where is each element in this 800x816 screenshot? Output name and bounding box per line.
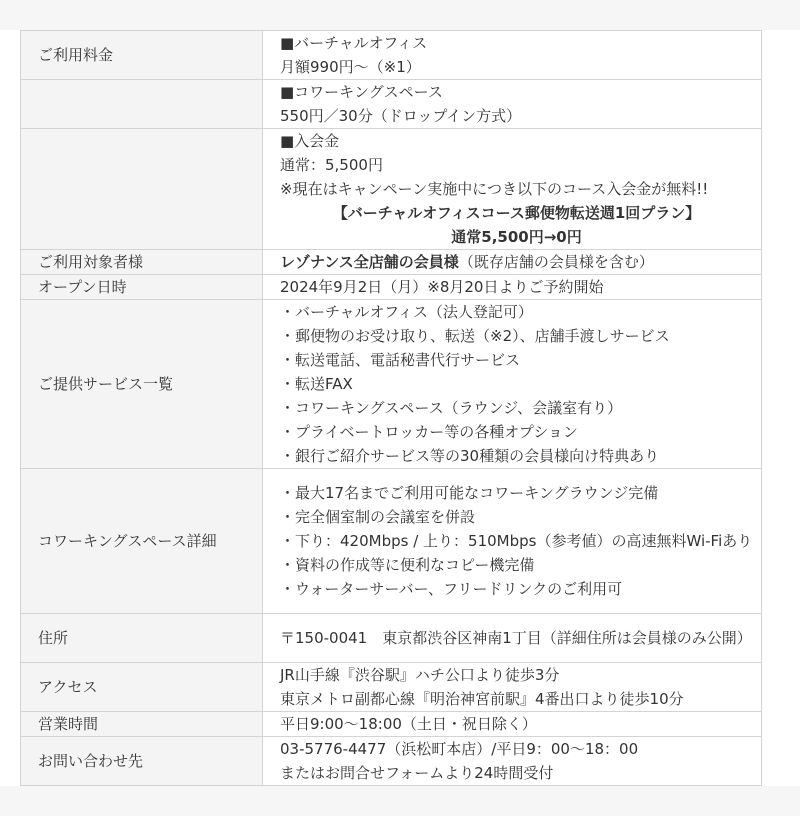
table-row-fee: [21, 31, 762, 80]
target-members-bold: レゾナンス全店舗の会員様: [280, 253, 459, 271]
table-row-target: [21, 250, 762, 275]
row-value: [263, 300, 762, 469]
row-value: [263, 80, 762, 129]
row-label: [21, 129, 263, 250]
row-label: アクセス: [21, 663, 263, 712]
row-label: 住所: [21, 614, 263, 663]
row-value: [263, 469, 762, 614]
table-row-contact: [21, 737, 762, 786]
value-line: ※現在はキャンペーン実施中につき以下のコース入会金が無料!!: [280, 180, 709, 198]
value-line: ・完全個室制の会議室を併設: [280, 508, 476, 526]
row-label: ご提供サービス一覧: [21, 300, 263, 469]
value-line: [280, 250, 753, 274]
row-label: オープン日時: [21, 275, 263, 300]
value-line: 東京メトロ副都心線『明治神宮前駅』4番出口より徒歩10分: [280, 690, 684, 708]
value-line: ■バーチャルオフィス: [280, 34, 428, 52]
row-value: [263, 663, 762, 712]
row-value: [263, 614, 762, 663]
row-value: [263, 275, 762, 300]
value-line: ・郵便物のお受け取り、転送（※2）、店舗手渡しサービス: [280, 327, 670, 345]
table-row-coworking-detail: [21, 469, 762, 614]
value-line: 03-5776-4477（浜松町本店）/平日9：00～18：00: [280, 740, 639, 758]
value-line: 平日9:00～18:00（土日・祝日除く）: [280, 715, 537, 733]
value-line: ・下り：420Mbps / 上り：510Mbps（参考値）の高速無料Wi-Fiあり: [280, 532, 753, 550]
table-row-hours: [21, 712, 762, 737]
value-line: またはお問合せフォームより24時間受付: [280, 764, 554, 782]
target-members-note: （既存店舗の会員様を含む）: [458, 253, 654, 271]
table-row-services: [21, 300, 762, 469]
value-line: 2024年9月2日（月）※8月20日よりご予約開始: [280, 278, 604, 296]
table-row-entry-fee: [21, 129, 762, 250]
content-panel: [0, 30, 800, 786]
value-line: ■コワーキングスペース: [280, 83, 443, 101]
info-table: [20, 30, 762, 786]
table-row-access: [21, 663, 762, 712]
value-line: ・バーチャルオフィス（法人登記可）: [280, 303, 533, 321]
value-line: 〒150-0041 東京都渋谷区神南1丁目（詳細住所は会員様のみ公開）: [280, 629, 752, 647]
value-line: 月額990円～（※1）: [280, 58, 421, 76]
value-line: ・転送FAX: [280, 375, 353, 393]
value-line: ・銀行ご紹介サービス等の30種類の会員様向け特典あり: [280, 447, 660, 465]
row-value: [263, 712, 762, 737]
row-label: ご利用料金: [21, 31, 263, 80]
table-row-open-date: [21, 275, 762, 300]
table-row-address: [21, 614, 762, 663]
row-value: [263, 250, 762, 275]
value-line: ・資料の作成等に便利なコピー機完備: [280, 556, 535, 574]
row-value: [263, 31, 762, 80]
campaign-price: 通常5,500円→0円: [451, 228, 582, 246]
campaign-plan: 【バーチャルオフィスコース郵便物転送週1回プラン】: [332, 204, 701, 222]
value-line: 通常：5,500円: [280, 156, 383, 174]
value-line: ・ウォーターサーバー、フリードリンクのご利用可: [280, 580, 623, 598]
value-line: ・最大17名までご利用可能なコワーキングラウンジ完備: [280, 484, 659, 502]
table-row-coworking-fee: [21, 80, 762, 129]
row-value: [263, 129, 762, 250]
row-value: [263, 737, 762, 786]
value-line: ■入会金: [280, 132, 340, 150]
row-label: [21, 80, 263, 129]
row-label: お問い合わせ先: [21, 737, 263, 786]
value-line: ・プライベートロッカー等の各種オプション: [280, 423, 578, 441]
value-line: JR山手線『渋谷駅』ハチ公口より徒歩3分: [280, 666, 560, 684]
value-line: ・転送電話、電話秘書代行サービス: [280, 351, 521, 369]
row-label: コワーキングスペース詳細: [21, 469, 263, 614]
row-label: 営業時間: [21, 712, 263, 737]
value-line: 550円／30分（ドロップイン方式）: [280, 107, 522, 125]
value-line: ・コワーキングスペース（ラウンジ、会議室有り）: [280, 399, 623, 417]
row-label: ご利用対象者様: [21, 250, 263, 275]
